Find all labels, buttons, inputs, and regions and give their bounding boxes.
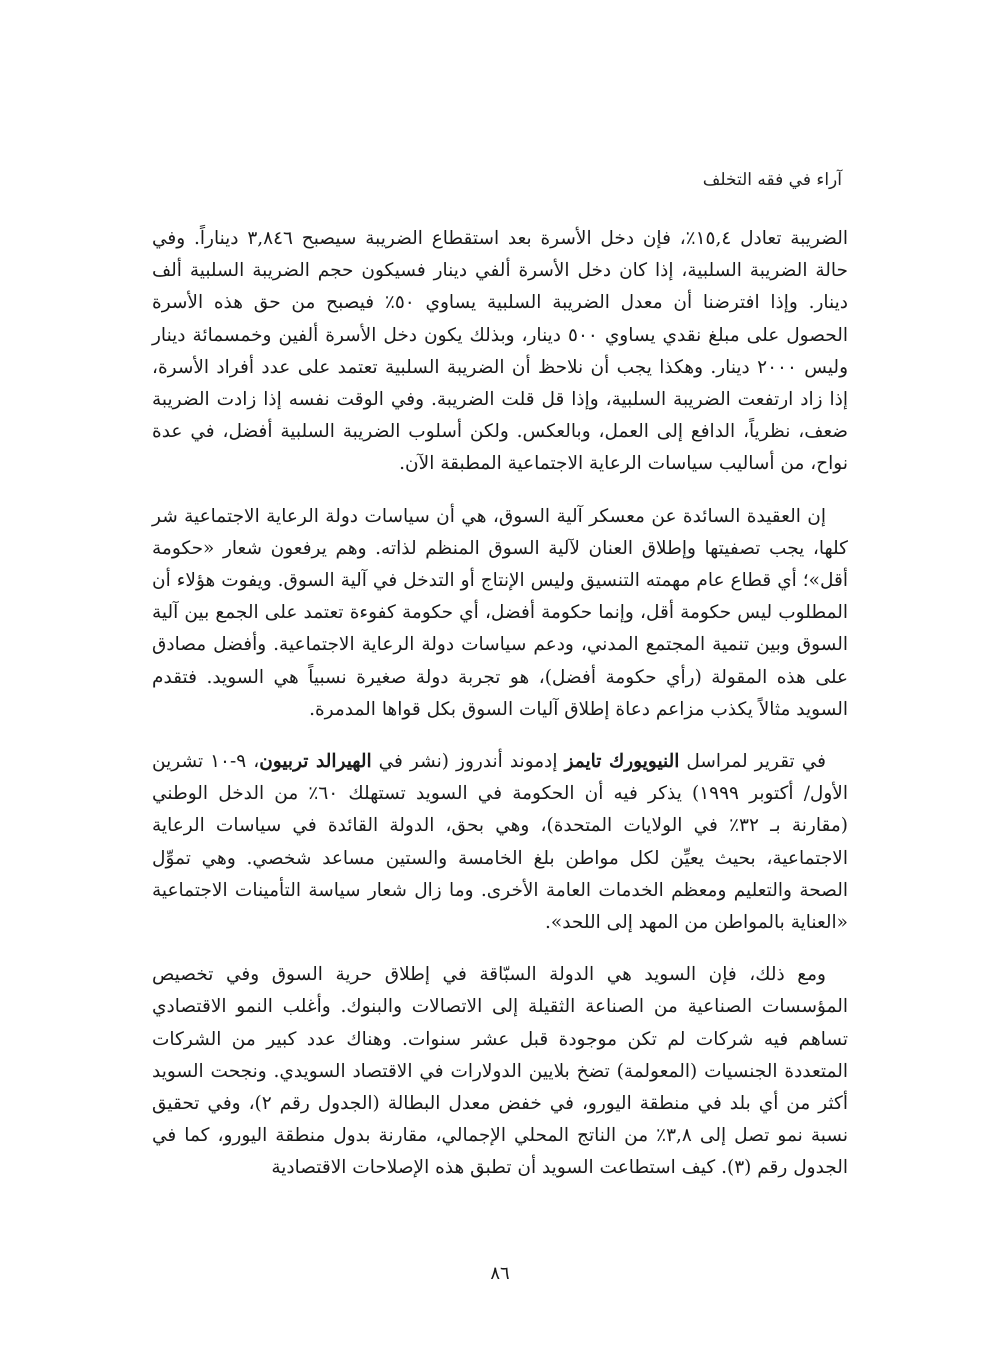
newspaper-name-nyt: النيويورك تايمز (564, 751, 680, 773)
paragraph-3-text-a: في تقرير لمراسل (679, 751, 826, 773)
paragraph-2: إن العقيدة السائدة عن معسكر آلية السوق، هي أن سياسات دولة الرعاية الاجتماعية شر كلها، يجب تصفيتها وإطلاق العنان لآلية السوق المنظم لذاته. وهم يرفعون شعار «حكومة أقل»؛ أي قطاع عام مهمته التنسيق وليس الإنتاج أو التدخل في آلية السوق. ويفوت هؤلاء أن المطلوب ليس حكومة أقل، وإنما حكومة أفضل، أي حكومة كفوءة تعتمد على الجمع بين آلية السوق وبين تنمية المجتمع المدني، ودعم سياسات دولة الرعاية الاجتماعية. وأفضل مصادق على هذه المقولة (رأي حكومة أفضل)، هو تجربة دولة صغيرة نسبياً هي السويد. فتقدم السويد مثالاً يكذب مزاعم دعاة إطلاق آليات السوق بكل قواها المدمرة. (152, 505, 848, 720)
running-header-title: آراء في فقه التخلف (702, 170, 842, 190)
paragraph-1: الضريبة تعادل ١٥,٤٪، فإن دخل الأسرة بعد استقطاع الضريبة سيصبح ٣,٨٤٦ ديناراً. وفي حالة الضريبة السلبية، إذا كان دخل الأسرة ألفي دينار فسيكون حجم الضريبة السلبية ألف دينار. وإذا افترضنا أن معدل الضريبة السلبية يساوي ٥٠٪ فيصبح من حق هذه الأسرة الحصول على مبلغ نقدي يساوي ٥٠٠ دينار، وبذلك يكون دخل الأسرة ألفين وخمسمائة دينار وليس ٢٠٠٠ دينار. وهكذا يجب أن نلاحظ أن الضريبة السلبية تعتمد على عدد أفراد الأسرة، إذا زاد ارتفعت الضريبة السلبية، وإذا قل قلت الضريبة. وفي الوقت نفسه إذا زادت الضريبة ضعف، نظرياً، الدافع إلى العمل، وبالعكس. ولكن أسلوب الضريبة السلبية أفضل، في عدة نواح، من أساليب سياسات الرعاية الاجتماعية المطبقة الآن. (152, 228, 849, 475)
paragraph-3 (152, 746, 848, 939)
paragraph-3-text-c: ، ٩-١٠ تشرين الأول/ أكتوبر ١٩٩٩) يذكر فيه أن الحكومة في السويد تستهلك ٦٠٪ من الدخل الوطني (مقارنة بـ ٣٢٪ في الولايات المتحدة)، وهي بحق، الدولة القائدة في سياسات الرعاية الاجتماعية، بحيث يعيِّن لكل مواطن بلغ الخامسة والستين مساعد شخصي. وهي تموِّل الصحة والتعليم ومعظم الخدمات العامة الأخرى. وما زال شعار سياسة التأمينات الاجتماعية «العناية بالمواطن من المهد إلى اللحد». (152, 751, 848, 934)
newspaper-name-herald: الهيرالد تربيون (259, 751, 372, 773)
paragraph-3-text-b: إدموند أندروز (نشر في (371, 751, 565, 773)
body-text (152, 223, 848, 1205)
paragraph-4: ومع ذلك، فإن السويد هي الدولة السبّاقة في إطلاق حرية السوق وفي تخصيص المؤسسات الصناعية من الصناعة الثقيلة إلى الاتصالات والبنوك. وأغلب النمو الاقتصادي تساهم فيه شركات لم تكن موجودة قبل عشر سنوات. وهناك عدد كبير من الشركات المتعددة الجنسيات (المعولمة) تضخ بلايين الدولارات في الاقتصاد السويدي. ونجحت السويد أكثر من أي بلد في منطقة اليورو، في خفض معدل البطالة (الجدول رقم ٢)، وفي تحقيق نسبة نمو تصل إلى ٣,٨٪ من الناتج المحلي الإجمالي، مقارنة بدول منطقة اليورو، كما في الجدول رقم (٣). كيف استطاعت السويد أن تطبق هذه الإصلاحات الاقتصادية (152, 964, 848, 1179)
page-number: ٨٦ (490, 1263, 510, 1284)
